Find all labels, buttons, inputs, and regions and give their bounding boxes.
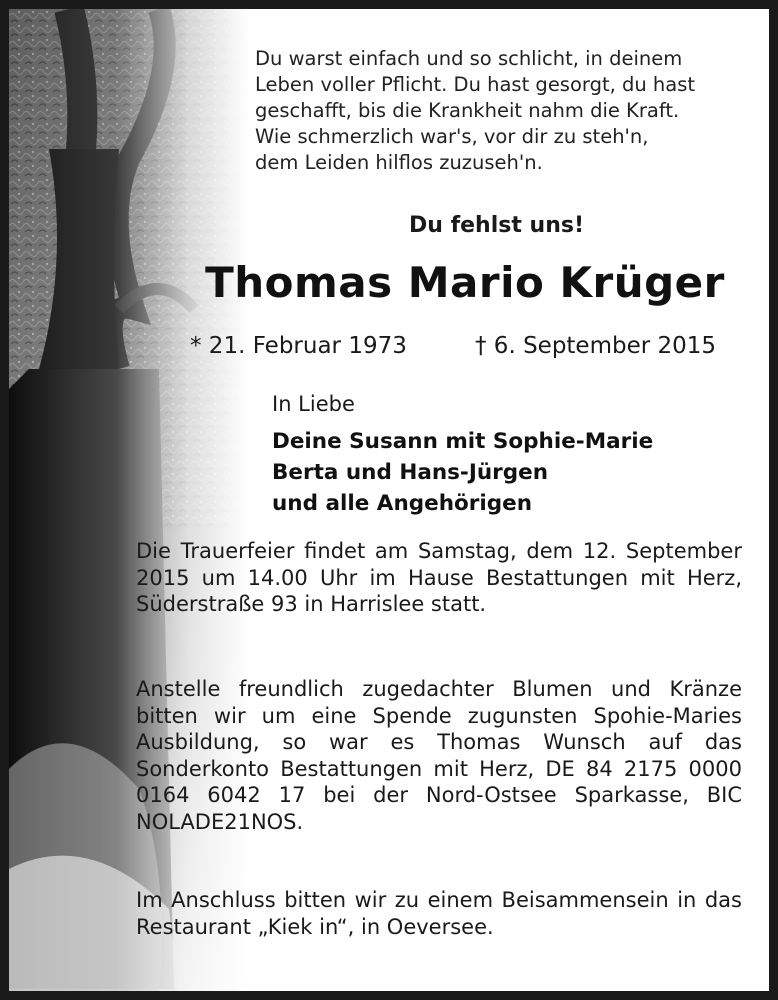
deceased-name: Thomas Mario Krüger [205, 258, 725, 307]
poem [255, 46, 755, 176]
poem-line: dem Leiden hilflos zuzuseh'n. [255, 151, 543, 174]
birth-date: * 21. Februar 1973 [190, 333, 407, 359]
funeral-paragraph: Die Trauerfeier findet am Samstag, dem 12. September 2015 um 14.00 Uhr im Hause Bestattungen mit Herz, Süderstraße 93 in Harrislee statt. [136, 539, 742, 616]
mourner-line: Deine Susann mit Sophie-Marie [272, 429, 654, 454]
poem-line: geschafft, bis die Krankheit nahm die Kraft. [255, 99, 680, 122]
heading-missed [0, 213, 778, 238]
mourner-line: Berta und Hans-Jürgen [272, 460, 549, 485]
mourners-list [272, 426, 752, 519]
gathering-paragraph: Im Anschluss bitten wir zu einem Beisammensein in das Restaurant „Kiek in“, in Oeversee. [136, 888, 742, 939]
mourner-line: und alle Angehörigen [272, 491, 533, 516]
poem-line: Leben voller Pflicht. Du hast gesorgt, du hast [255, 73, 696, 96]
heading-text: Du fehlst uns! [408, 213, 584, 238]
death-date: † 6. September 2015 [475, 333, 717, 359]
family-intro: In Liebe [272, 392, 355, 416]
donation-paragraph: Anstelle freundlich zugedachter Blumen und Kränze bitten wir um eine Spende zugunsten Spohie-Maries Ausbildung, so war es Thomas Wunsch auf das Sonderkonto Bestattungen mit Herz, DE 84 2175 0000 0164 6042 17 bei der Nord-Ostsee Sparkasse, BIC NOLADE21NOS. [136, 677, 742, 834]
poem-line: Wie schmerzlich war's, vor dir zu steh'n, [255, 125, 649, 148]
poem-line: Du warst einfach und so schlicht, in deinem [255, 47, 683, 70]
